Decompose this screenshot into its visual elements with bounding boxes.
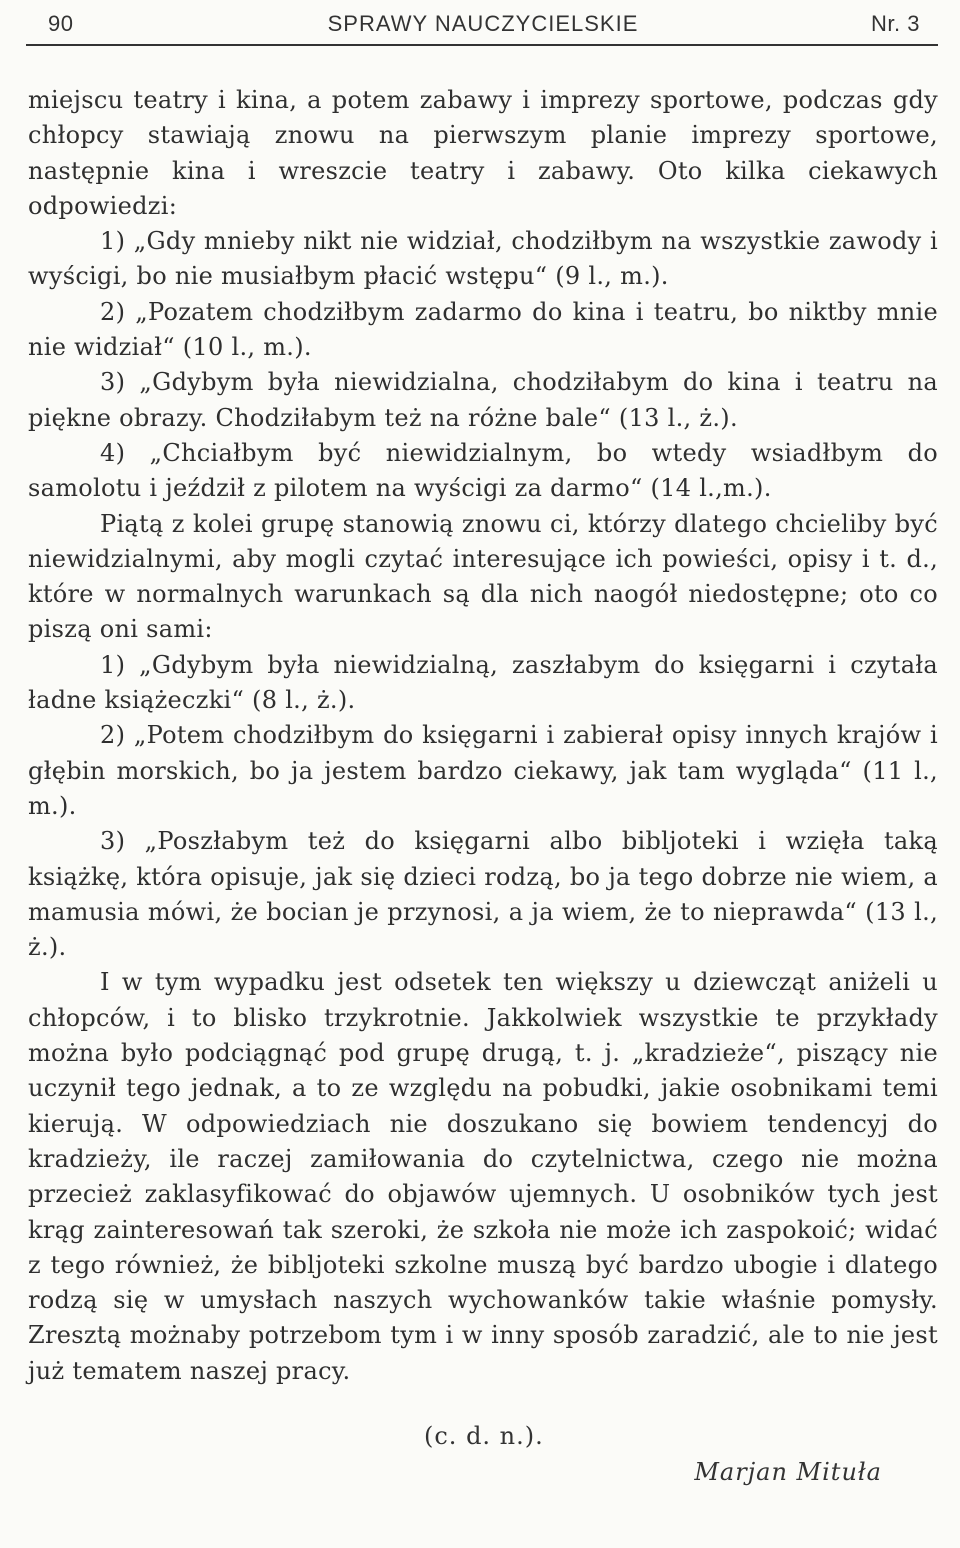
paragraph: 2) „Pozatem chodziłbym zadarmo do kina i teatru, bo niktby mnie nie widział“ (10 l., m.). <box>28 297 938 362</box>
paragraph: 2) „Potem chodziłbym do księgarni i zabierał opisy innych krajów i głębin morskich, bo ja jestem bardzo ciekawy, jak tam wygląda“ (11 l., m.). <box>28 721 938 820</box>
body-text <box>28 83 938 1389</box>
paragraph: I w tym wypadku jest odsetek ten większy u dziewcząt aniżeli u chłopców, i to blisko trzykrotnie. Jakkolwiek wszystkie te przykłady można było podciągnąć pod grupę drugą, t. j. „kradzieże“, piszący nie uczynił tego jednak, a to ze względu na pobudki, jakie osobnikami temi kierują. W odpowiedziach nie doszukano się bowiem tendencyj do kradzieży, ile raczej zamiłowania do czytelnictwa, czego nie można przecież zaklasyfikować do objawów ujemnych. U osobników tych jest krąg zainteresowań tak szeroki, że szkoła nie może ich zaspokoić; widać z tego również, że bibljoteki szkolne muszą być bardzo ubogie i dlatego rodzą się w umysłach naszych wychowanków takie właśnie pomysły. Zresztą możnaby potrzebom tym i w inny sposób zaradzić, ale to nie jest już tematem naszej pracy. <box>28 968 938 1385</box>
paragraph: 4) „Chciałbym być niewidzialnym, bo wtedy wsiadłbym do samolotu i jeździł z pilotem na wyścigi za darmo“ (14 l.,m.). <box>28 438 938 503</box>
author-signature: Marjan Mituła <box>694 1458 882 1486</box>
paragraph: 1) „Gdy mnieby nikt nie widział, chodziłbym na wszystkie zawody i wyścigi, bo nie musiałbym płacić wstępu“ (9 l., m.). <box>28 227 938 291</box>
journal-title: SPRAWY NAUCZYCIELSKIE <box>327 11 639 36</box>
continuation-note: (c. d. n.). <box>424 1422 544 1450</box>
page-number: 90 <box>48 11 74 36</box>
paragraph: miejscu teatry i kina, a potem zabawy i imprezy sportowe, podczas gdy chłopcy stawiają znowu na pierwszym planie imprezy sportowe, następnie kina i wreszcie teatry i zabawy. Oto kilka ciekawych odpowiedzi: <box>28 86 938 220</box>
paragraph: 1) „Gdybym była niewidzialną, zaszłabym do księgarni i czytała ładne książeczki“ (8 l., ż.). <box>28 650 938 715</box>
running-header <box>28 8 938 38</box>
paragraph: 3) „Gdybym była niewidzialna, chodziłabym do kina i teatru na piękne obrazy. Chodziłabym też na różne bale“ (13 l., ż.). <box>28 368 938 432</box>
header-rule <box>26 44 938 46</box>
paragraph: 3) „Poszłabym też do księgarni albo bibljoteki i wzięła taką książkę, która opisuje, jak się dzieci rodzą, bo ja tego dobrze nie wiem, a mamusia mówi, że bocian je przynosi, a ja wiem, że to nieprawda“ (13 l., ż.). <box>28 827 938 962</box>
paragraph: Piątą z kolei grupę stanowią znowu ci, którzy dlatego chcieliby być niewidzialnymi, aby mogli czytać interesujące ich powieści, opisy i t. d., które w normalnych warunkach są dla nich naogół niedostępne; oto co piszą oni sami: <box>28 509 938 644</box>
issue-number: Nr. 3 <box>871 11 920 36</box>
